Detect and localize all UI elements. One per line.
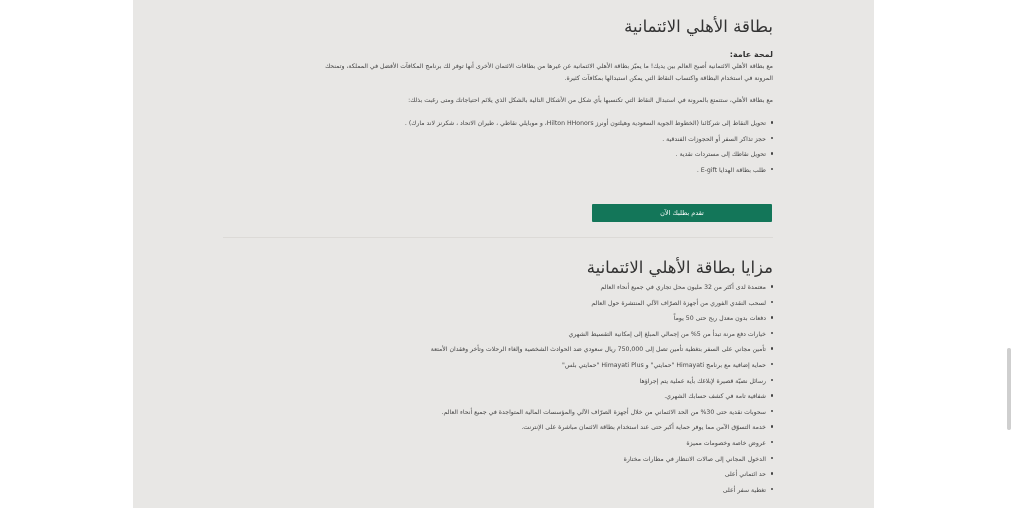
list-item: خيارات دفع مرنة تبدأ من 5% من إجمالي المبلغ إلى إمكانية التقسيط الشهري — [223, 327, 773, 343]
list-item: شفافية تامة في كشف حسابك الشهري. — [223, 389, 773, 405]
list-item: تغطية سفر أعلى — [223, 483, 773, 499]
content-panel — [133, 0, 874, 508]
intro-text-line-1: مع بطاقة الأهلي الائتمانية أصبح العالم بين يديك! ما يميّز بطاقة الأهلي الائتمانية عن غيرها من بطاقات الائتمان الأخرى أنها توفر لك برنامج المكافآت الأفضل في المملكة، وتمنحك — [325, 63, 773, 70]
list-item: لسحب النقدي الفوري من أجهزة الصرّاف الآلي المنتشرة حول العالم — [223, 296, 773, 312]
redeem-intro-text: مع بطاقة الأهلي، ستتمتع بالمرونة في استبدال النقاط التي تكتسبها بأي شكل من الأشكال التالية بالشكل الذي يلائم احتياجاتك ومتى رغبت بذلك: — [408, 97, 773, 104]
list-item: الدخول المجاني إلى صالات الانتظار في مطارات مختارة — [223, 452, 773, 468]
list-item: سحوبات نقدية حتى 30% من الحد الائتماني من خلال أجهزة الصرّاف الآلي والمؤسسات المالية المتواجدة في جميع أنحاء العالم. — [223, 405, 773, 421]
list-item: معتمدة لدى أكثر من 32 مليون محل تجاري في جميع أنحاء العالم — [223, 280, 773, 296]
page-scrollbar[interactable] — [1004, 0, 1012, 512]
list-item: رسائل نصيّة قصيرة لإبلاغك بأية عملية يتم إجراؤها — [223, 374, 773, 390]
intro-text-line-2: المرونة في استخدام البطاقة واكتساب النقاط التي يمكن استبدالها بمكافآت كثيرة. — [564, 75, 773, 82]
section-divider — [223, 237, 773, 238]
page-title: بطاقة الأهلي الائتمانية — [624, 17, 773, 36]
overview-heading: لمحة عامة: — [729, 50, 773, 59]
apply-now-button[interactable]: تقدم بطلبك الآن — [592, 204, 772, 222]
list-item: خدمة التسوّق الآمن مما يوفر حماية أكبر حتى عند استخدام بطاقة الائتمان مباشرة على الإنترنت. — [223, 420, 773, 436]
list-item: حد ائتماني أعلى — [223, 467, 773, 483]
list-item: تحويل النقاط إلى شركائنا (الخطوط الجوية السعودية وهيلتون أونرز Hilton HHonors، و موبايلي نقاطي ، طيران الاتحاد ، شكرنز لاند مارك) . — [223, 116, 773, 132]
benefits-list — [223, 280, 773, 498]
list-item: عروض خاصة وخصومات مميزة — [223, 436, 773, 452]
redeem-options-list — [223, 116, 773, 178]
list-item: دفعات بدون معدل ربح حتى 50 يوماً — [223, 311, 773, 327]
scrollbar-thumb[interactable] — [1007, 348, 1011, 430]
benefits-title: مزايا بطاقة الأهلي الائتمانية — [586, 258, 773, 277]
benefits-section — [223, 258, 773, 498]
list-item: تأمين مجاني على السفر بتغطية تأمين تصل إلى 750,000 ريال سعودي ضد الحوادث الشخصية وإلغاء الرحلات وتأخر وفقدان الأمتعة — [223, 342, 773, 358]
list-item: حماية إضافية مع برنامج Himayati "حمايتي" و Himayati Plus "حمايتي بلس" — [223, 358, 773, 374]
list-item: طلب بطاقة الهدايا E-gift . — [223, 163, 773, 179]
card-overview-section — [223, 17, 773, 178]
list-item: حجز تذاكر السفر أو الحجوزات الفندقية . — [223, 132, 773, 148]
list-item: تحويل نقاطك إلى مستردات نقدية . — [223, 147, 773, 163]
